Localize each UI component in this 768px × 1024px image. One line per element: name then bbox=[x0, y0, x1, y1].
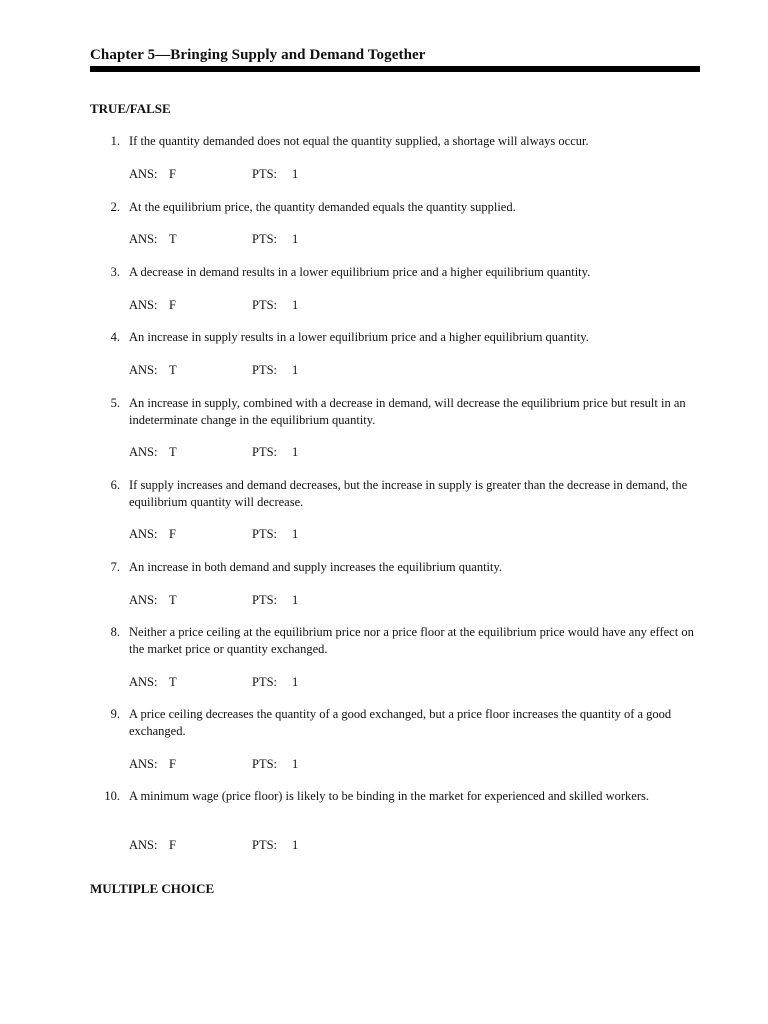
question-text: An increase in both demand and supply increases the equilibrium quantity. bbox=[129, 560, 503, 574]
ans-value: F bbox=[169, 757, 176, 771]
pts-label: PTS: bbox=[252, 363, 278, 377]
ans-value: T bbox=[169, 232, 177, 246]
pts-value: 1 bbox=[292, 527, 299, 541]
question-text: A price ceiling decreases the quantity of a good exchanged, but a price floor increases the quantity of a good exchanged. bbox=[129, 707, 672, 738]
question-text: An increase in supply results in a lower equilibrium price and a higher equilibrium quantity. bbox=[129, 330, 589, 344]
question-number: 2. bbox=[110, 200, 120, 214]
question-text: If the quantity demanded does not equal the quantity supplied, a shortage will always occur. bbox=[129, 134, 589, 148]
question-number: 9. bbox=[110, 707, 120, 721]
question-number: 1. bbox=[110, 134, 120, 148]
ans-label: ANS: bbox=[129, 838, 158, 852]
pts-value: 1 bbox=[292, 757, 299, 771]
question-text: An increase in supply, combined with a decrease in demand, will decrease the equilibrium price but result in an indeterminate change in the equilibrium quantity. bbox=[129, 396, 686, 427]
pts-label: PTS: bbox=[252, 675, 278, 689]
ans-value: F bbox=[169, 838, 176, 852]
pts-value: 1 bbox=[292, 363, 299, 377]
ans-value: T bbox=[169, 675, 177, 689]
question-text: A decrease in demand results in a lower equilibrium price and a higher equilibrium quantity. bbox=[129, 265, 591, 279]
ans-label: ANS: bbox=[129, 593, 158, 607]
title-rule bbox=[90, 66, 700, 72]
pts-label: PTS: bbox=[252, 298, 278, 312]
question-number: 3. bbox=[110, 265, 120, 279]
question-number: 8. bbox=[110, 625, 120, 639]
question-number: 6. bbox=[110, 478, 120, 492]
ans-label: ANS: bbox=[129, 363, 158, 377]
ans-label: ANS: bbox=[129, 675, 158, 689]
ans-value: T bbox=[169, 363, 177, 377]
ans-value: F bbox=[169, 298, 176, 312]
pts-label: PTS: bbox=[252, 527, 278, 541]
ans-label: ANS: bbox=[129, 167, 158, 181]
question-text: A minimum wage (price floor) is likely to be binding in the market for experienced and skilled workers. bbox=[129, 789, 649, 803]
pts-label: PTS: bbox=[252, 167, 278, 181]
pts-value: 1 bbox=[292, 298, 299, 312]
ans-label: ANS: bbox=[129, 298, 158, 312]
pts-label: PTS: bbox=[252, 838, 278, 852]
ans-value: F bbox=[169, 527, 176, 541]
pts-label: PTS: bbox=[252, 232, 278, 246]
ans-value: T bbox=[169, 445, 177, 459]
pts-value: 1 bbox=[292, 167, 299, 181]
ans-value: F bbox=[169, 167, 176, 181]
pts-value: 1 bbox=[292, 838, 299, 852]
pts-value: 1 bbox=[292, 445, 299, 459]
pts-value: 1 bbox=[292, 593, 299, 607]
question-text: If supply increases and demand decreases, but the increase in supply is greater than the decrease in demand, the equilibrium quantity will decrease. bbox=[129, 478, 688, 509]
question-number: 4. bbox=[110, 330, 120, 344]
chapter-title: Chapter 5—Bringing Supply and Demand Together bbox=[90, 47, 426, 63]
question-text: Neither a price ceiling at the equilibrium price nor a price floor at the equilibrium price would have any effect on the market price or quantity exchanged. bbox=[129, 625, 694, 656]
pts-value: 1 bbox=[292, 675, 299, 689]
pts-label: PTS: bbox=[252, 445, 278, 459]
question-number: 10. bbox=[104, 789, 120, 803]
pts-label: PTS: bbox=[252, 757, 278, 771]
pts-value: 1 bbox=[292, 232, 299, 246]
ans-label: ANS: bbox=[129, 757, 158, 771]
question-number: 7. bbox=[110, 560, 120, 574]
ans-label: ANS: bbox=[129, 527, 158, 541]
ans-label: ANS: bbox=[129, 232, 158, 246]
question-number: 5. bbox=[110, 396, 120, 410]
question-text: At the equilibrium price, the quantity demanded equals the quantity supplied. bbox=[129, 200, 516, 214]
ans-value: T bbox=[169, 593, 177, 607]
ans-label: ANS: bbox=[129, 445, 158, 459]
true-false-heading: TRUE/FALSE bbox=[90, 101, 171, 116]
multiple-choice-heading: MULTIPLE CHOICE bbox=[90, 881, 215, 896]
pts-label: PTS: bbox=[252, 593, 278, 607]
